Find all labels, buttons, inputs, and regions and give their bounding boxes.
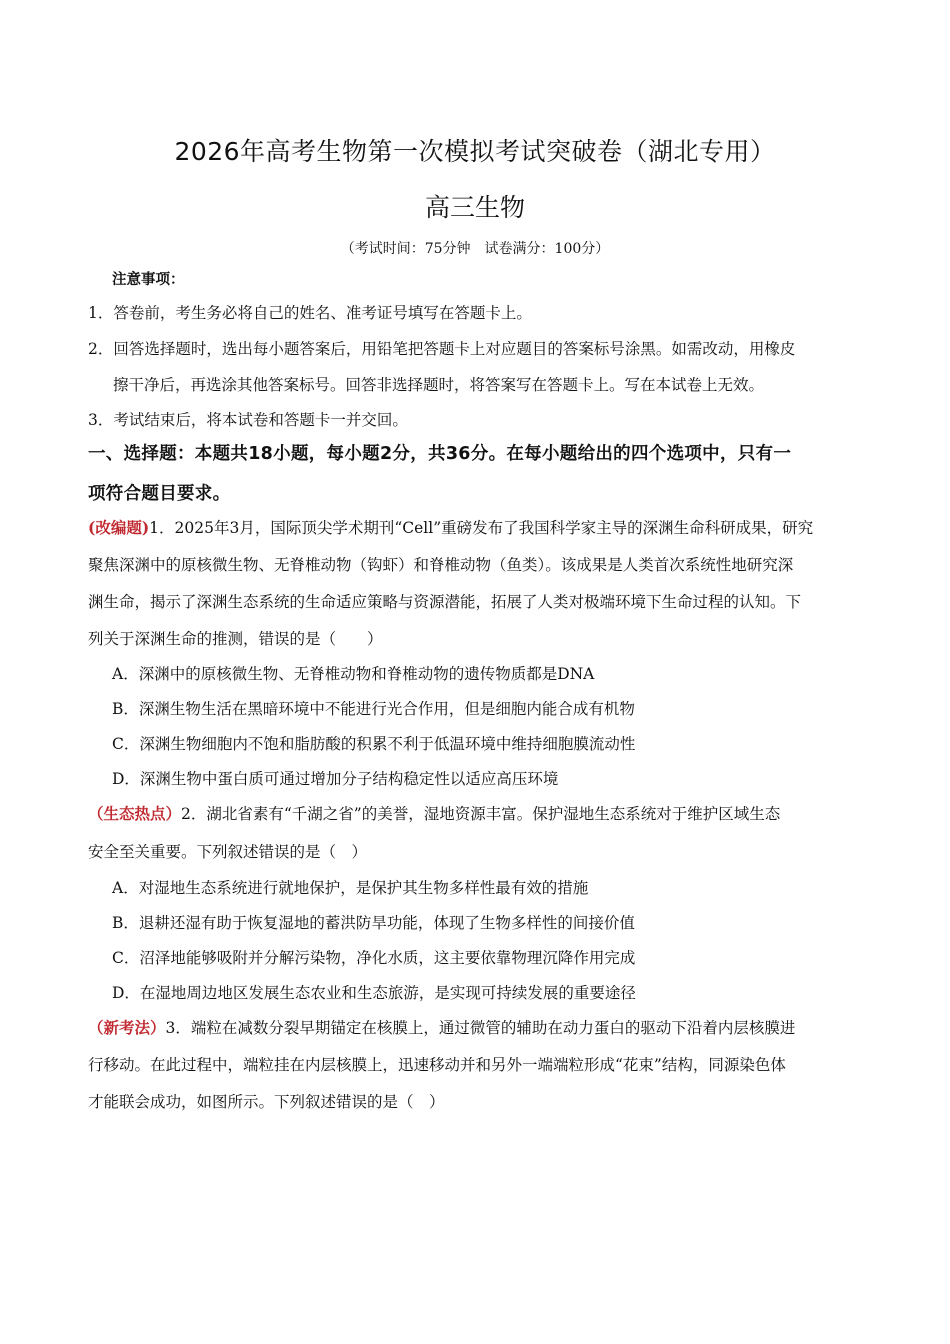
question-3-text-line: 才能联会成功，如图所示。下列叙述错误的是（ ）: [88, 1093, 445, 1111]
question-1-text-line: 聚焦深渊中的原核微生物、无脊椎动物（钩虾）和脊椎动物（鱼类）。该成果是人类首次系统性地研究深: [88, 556, 794, 574]
question-2-option-b: B．退耕还湿有助于恢复湿地的蓄洪防旱功能，体现了生物多样性的间接价值: [112, 914, 635, 932]
question-3-first-line: [88, 1016, 860, 1040]
notes-heading: 注意事项：: [112, 271, 185, 288]
note-item: 3．考试结束后，将本试卷和答题卡一并交回。: [88, 411, 408, 429]
question-1-option-d: D．深渊生物中蛋白质可通过增加分子结构稳定性以适应高压环境: [112, 770, 559, 788]
question-text: 1．2025年3月，国际顶尖学术期刊“Cell”重磅发布了我国科学家主导的深渊生命科研成果，研究: [149, 519, 814, 537]
note-item: 2．回答选择题时，选出每小题答案后，用铅笔把答题卡上对应题目的答案标号涂黑。如需改动，用橡皮: [88, 340, 796, 358]
section-heading-continuation: 项符合题目要求。: [88, 484, 231, 504]
question-2-option-c: C．沼泽地能够吸附并分解污染物，净化水质，这主要依靠物理沉降作用完成: [112, 949, 636, 967]
question-1-text-line: 渊生命，揭示了深渊生态系统的生命适应策略与资源潜能，拓展了人类对极端环境下生命过程的认知。下: [88, 593, 802, 611]
question-tag: （生态热点）: [88, 804, 182, 823]
question-tag: （新考法）: [88, 1018, 166, 1037]
exam-subtitle: 高三生物: [424, 193, 525, 222]
exam-time-and-score: （考试时间：75分钟 试卷满分：100分）: [340, 241, 610, 257]
note-item-continuation: 擦干净后，再选涂其他答案标号。回答非选择题时，将答案写在答题卡上。写在本试卷上无效。: [113, 376, 765, 394]
question-3-text-line: 行移动。在此过程中，端粒挂在内层核膜上，迅速移动并和另外一端端粒形成“花束”结构，同源染色体: [88, 1056, 786, 1074]
question-text: 3．端粒在减数分裂早期锚定在核膜上，通过微管的辅助在动力蛋白的驱动下沿着内层核膜进: [165, 1019, 796, 1037]
question-2-option-d: D．在湿地周边地区发展生态农业和生态旅游，是实现可持续发展的重要途径: [112, 984, 636, 1002]
question-1-option-a: A．深渊中的原核微生物、无脊椎动物和脊椎动物的遗传物质都是DNA: [112, 665, 595, 683]
question-1-first-line: [88, 516, 860, 540]
question-1-option-b: B．深渊生物生活在黑暗环境中不能进行光合作用，但是细胞内能合成有机物: [112, 700, 635, 718]
question-tag: (改编题): [88, 518, 150, 537]
question-1-text-line: 列关于深渊生命的推测，错误的是（ ）: [88, 630, 383, 648]
question-2-option-a: A．对湿地生态系统进行就地保护，是保护其生物多样性最有效的措施: [112, 879, 589, 897]
section-heading: 一、选择题：本题共18小题，每小题2分，共36分。在每小题给出的四个选项中，只有一: [88, 444, 792, 464]
question-1-option-c: C．深渊生物细胞内不饱和脂肪酸的积累不利于低温环境中维持细胞膜流动性: [112, 735, 636, 753]
question-text: 2．湖北省素有“千湖之省”的美誉，湿地资源丰富。保护湿地生态系统对于维护区域生态: [181, 805, 781, 823]
question-2-first-line: [88, 802, 860, 826]
note-item: 1．答卷前，考生务必将自己的姓名、准考证号填写在答题卡上。: [88, 304, 532, 322]
exam-title: 2026年高考生物第一次模拟考试突破卷（湖北专用）: [174, 137, 776, 166]
question-2-text-line: 安全至关重要。下列叙述错误的是（ ）: [88, 843, 368, 861]
